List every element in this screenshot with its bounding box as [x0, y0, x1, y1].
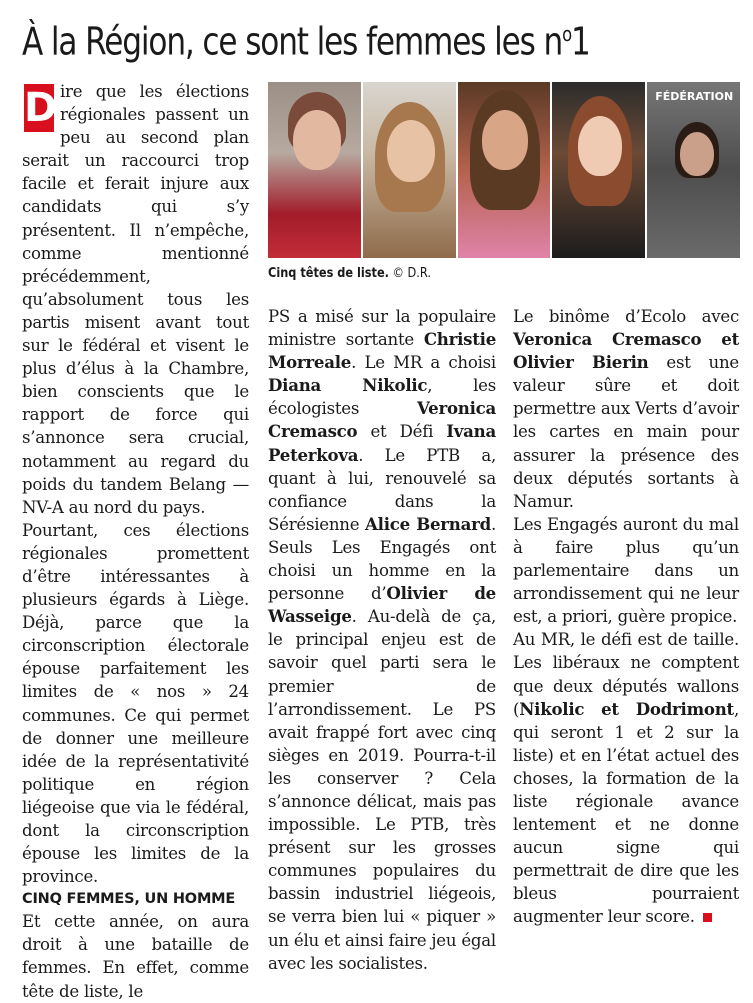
paragraph: Le binôme d’Ecolo avec Veronica Cremasco et Olivier Bierin est une valeur sûre et doit permettre aux Verts d’avoir les cartes en main pour assurer la présence des deux députés sortants à Namur.	[513, 307, 739, 511]
subheading: CINQ FEMMES, UN HOMME	[22, 891, 236, 908]
paragraph: PS a misé sur la populaire ministre sortante Christie Morreale. Le MR a choisi Diana Nikolic, les écologistes Veronica Cremasco et Défi Ivana Peterkova. Le PTB a, quant à lui, renouvelé sa confiance dans la Sérésienne Alice Bernard. Seuls Les Engagés ont choisi un homme en la personne d’Olivier de Wasseige. Au-delà de ça, le principal enjeu est de savoir quel parti sera le premier de l’arrondissement. Le PS avait frappé fort avec cinq sièges en 2019. Pourra-t-il les conserver ? Cela s’annonce délicat, mais pas impossible. Le PTB, très présent sur les grosses communes populaires du bassin industriel liégeois, se verra bien lui « piquer » un élu et ainsi faire jeu égal avec les socialistes.	[268, 307, 496, 973]
portrait-woman-2	[363, 82, 456, 258]
article-column-3	[513, 305, 739, 929]
end-mark-icon	[703, 913, 712, 922]
portrait-woman-4	[552, 82, 645, 258]
paragraph: D ire que les élections régionales passent un peu au second plan serait un raccourci trop facile et ferait injure aux candidats qui s’y présentent. Il n’empêche, comme mentionné précédemment, qu’absolument tous les partis misent avant tout sur le fédéral et visent le plus d’élus à la Chambre, bien conscients que le rapport de force qui s’annonce sera crucial, notamment au regard du poids du tandem Belang — NV-A au nord du pays.	[22, 82, 249, 517]
paragraph: Et cette année, on aura droit à une bataille de femmes. En effet, comme tête de liste, le	[22, 912, 249, 1001]
portrait-woman-1	[268, 82, 361, 258]
portrait-woman-5	[647, 82, 740, 258]
drop-cap: D	[24, 85, 57, 131]
photo-strip	[268, 82, 740, 258]
federation-logo: FÉDÉRATION	[655, 90, 734, 103]
article-headline: À la Région, ce sont les femmes les $n^o1$	[22, 19, 590, 64]
paragraph: Au MR, le défi est de taille. Les libéraux ne comptent que deux députés wallons (Nikolic et Dodrimont, qui seront 1 et 2 sur la liste) et en l’état actuel des choses, la formation de la liste régionale avance lentement et ne donne aucun signe qui permettrait de dire que les bleus pourraient augmenter leur score.	[513, 630, 739, 927]
paragraph: Les Engagés auront du mal à faire plus qu’un parlementaire dans un arrondissement qui ne leur est, a priori, guère propice.	[513, 514, 739, 627]
paragraph: Pourtant, ces élections régionales promettent d’être intéressantes à plusieurs égards à Liège. Déjà, parce que la circonscription électorale épouse parfaitement les limites de « nos » 24 communes. Ce qui permet de donner une meilleure idée de la représentativité politique en région liégeoise que via le fédéral, dont la circonscription épouse les limites de la province.	[22, 520, 249, 887]
article-column-1	[22, 80, 249, 1003]
article-column-2	[268, 305, 496, 975]
photo-caption: Cinq têtes de liste. © D.R.	[268, 266, 431, 281]
portrait-woman-3	[458, 82, 551, 258]
